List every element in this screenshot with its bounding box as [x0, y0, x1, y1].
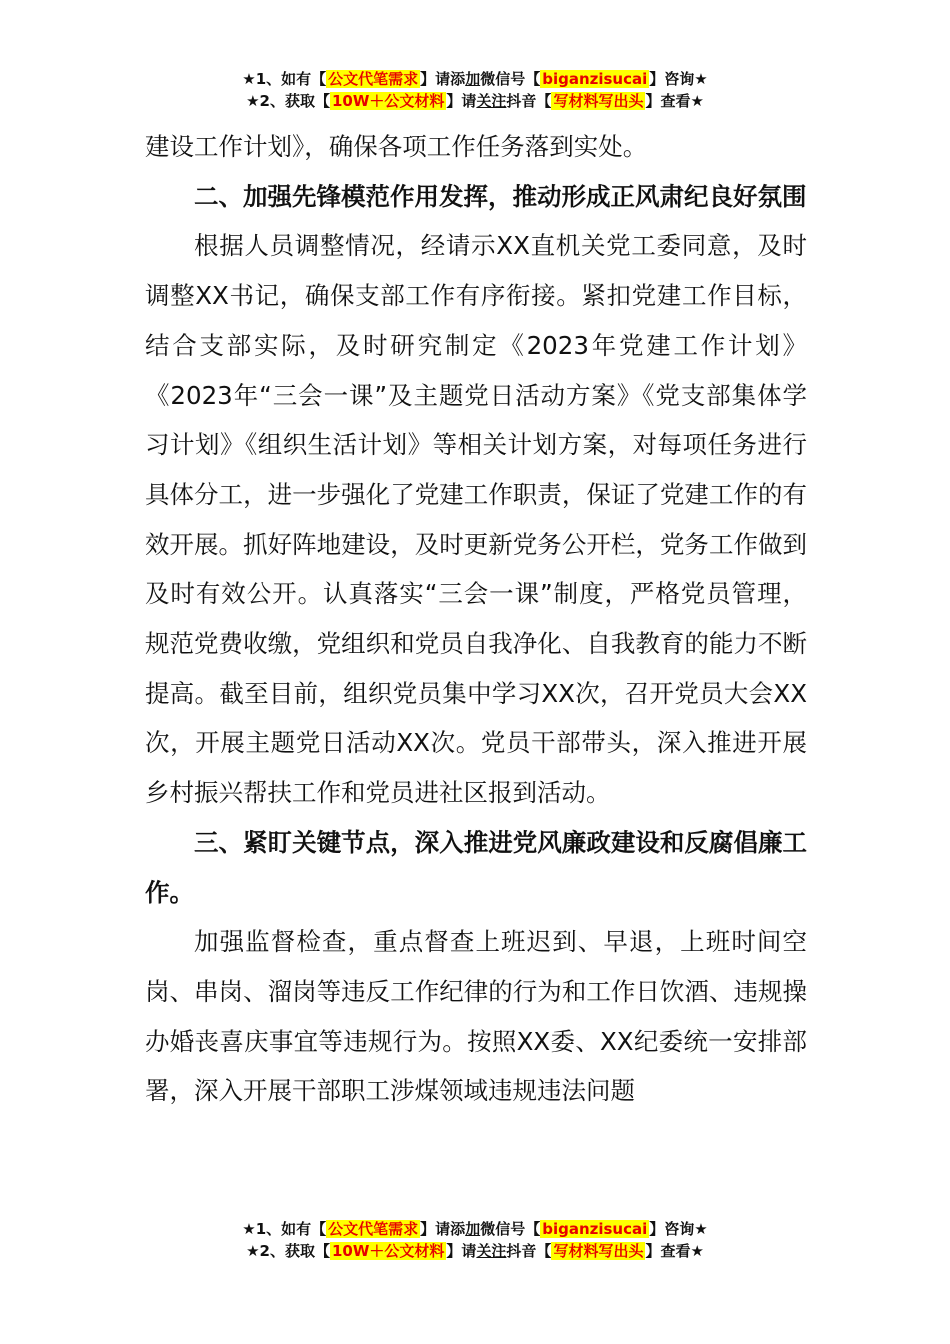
banner-text: 微信号【 [480, 70, 541, 88]
banner-text: 】咨询★ [649, 70, 708, 88]
banner-text: ★2、获取【 [246, 1242, 330, 1260]
banner-text: 】咨询★ [649, 1220, 708, 1238]
banner-highlight: biganzisucai [542, 70, 648, 88]
section-heading-2: 二、加强先锋模范作用发挥，推动形成正风肃纪良好氛围 [194, 181, 807, 211]
banner-line-2 [0, 90, 950, 112]
banner-line-1 [0, 68, 950, 90]
footer-banner [0, 1218, 950, 1262]
banner-highlight: 写材料写出头 [553, 92, 644, 110]
header-banner [0, 68, 950, 112]
banner-highlight: 写材料写出头 [553, 1242, 644, 1260]
banner-underlined-text: 加 [465, 1220, 481, 1238]
banner-text: ★2、获取【 [246, 92, 330, 110]
banner-text: ★1、如有【 [242, 1220, 327, 1238]
banner-highlight: 公文代笔需求 [328, 1220, 419, 1238]
document-body [145, 122, 807, 1116]
banner-text: 抖音【 [506, 1242, 552, 1260]
banner-underlined-text: 关注 [476, 92, 507, 110]
banner-text: 】请 [446, 1242, 477, 1260]
banner-highlight: biganzisucai [542, 1220, 648, 1238]
banner-text: 微信号【 [480, 1220, 541, 1238]
banner-highlight: 10W＋公文材料 [331, 1242, 445, 1260]
banner-text: 抖音【 [506, 92, 552, 110]
paragraph-continuation: 建设工作计划》，确保各项工作任务落到实处。 [145, 132, 648, 161]
banner-text: 】请添 [420, 1220, 466, 1238]
banner-text: 】查看★ [645, 1242, 704, 1260]
banner-underlined-text: 加 [465, 70, 481, 88]
banner-underlined-text: 关注 [476, 1242, 507, 1260]
section-heading-3: 三、紧盯关键节点，深入推进党风廉政建设和反腐倡廉工作。 [145, 827, 807, 907]
paragraph-section-3: 加强监督检查，重点督查上班迟到、早退，上班时间空岗、串岗、溜岗等违反工作纪律的行为和工作日饮酒、违规操办婚丧喜庆事宜等违规行为。按照XX委、XX纪委统一安排部署，深入开展干部职工涉煤领域违规违法问题 [145, 927, 807, 1106]
banner-text: ★1、如有【 [242, 70, 327, 88]
banner-line-1 [0, 1218, 950, 1240]
banner-line-2 [0, 1240, 950, 1262]
banner-highlight: 10W＋公文材料 [331, 92, 445, 110]
banner-highlight: 公文代笔需求 [328, 70, 419, 88]
banner-text: 】请 [446, 92, 477, 110]
banner-text: 】请添 [420, 70, 466, 88]
paragraph-section-2: 根据人员调整情况，经请示XX直机关党工委同意，及时调整XX书记，确保支部工作有序衔接。紧扣党建工作目标，结合支部实际，及时研究制定《2023年党建工作计划》《2023年“三会一课”及主题党日活动方案》《党支部集体学习计划》《组织生活计划》等相关计划方案，对每项任务进行具体分工，进一步强化了党建工作职责，保证了党建工作的有效开展。抓好阵地建设，及时更新党务公开栏，党务工作做到及时有效公开。认真落实“三会一课”制度，严格党员管理，规范党费收缴，党组织和党员自我净化、自我教育的能力不断提高。截至目前，组织党员集中学习XX次，召开党员大会XX次，开展主题党日活动XX次。党员干部带头，深入推进开展乡村振兴帮扶工作和党员进社区报到活动。 [145, 231, 807, 808]
banner-text: 】查看★ [645, 92, 704, 110]
